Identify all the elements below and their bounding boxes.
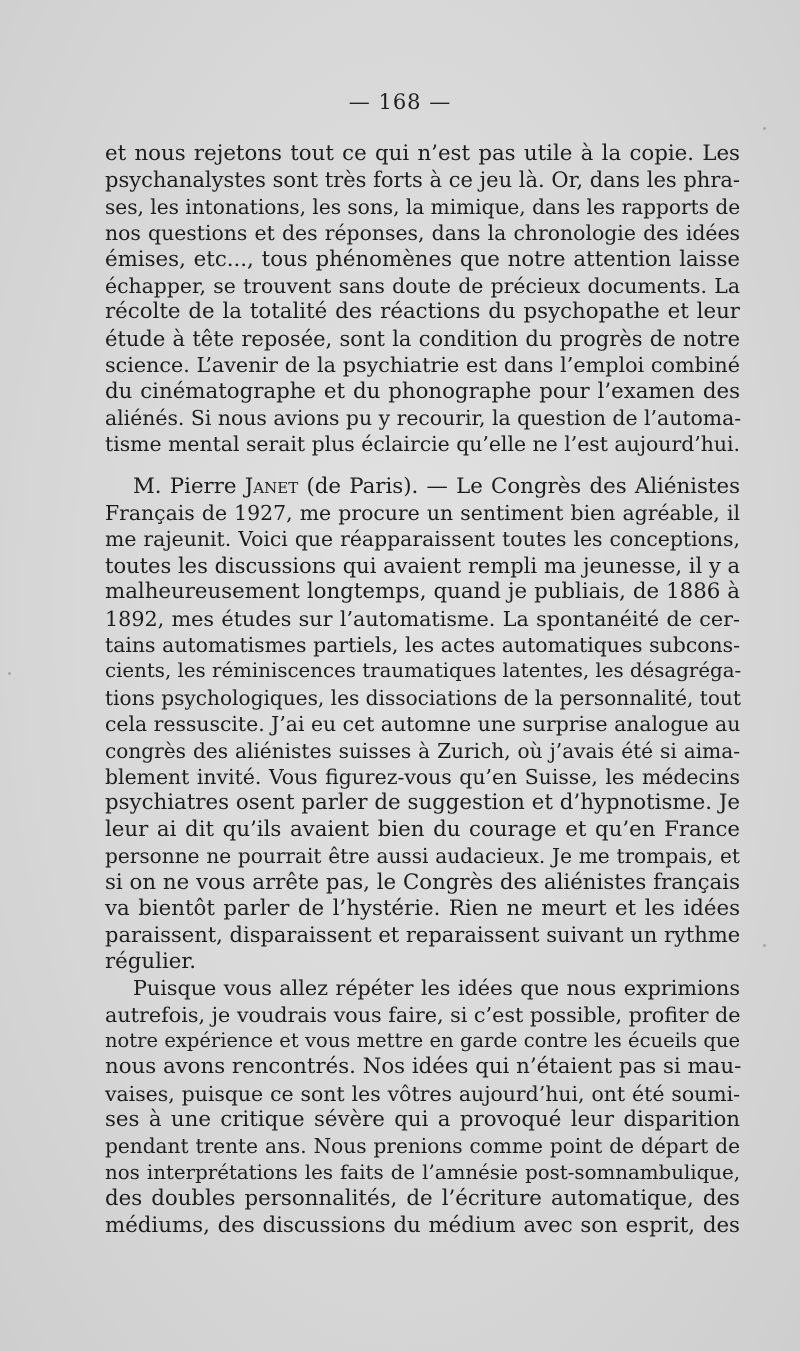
text-line: personne ne pourrait être aussi audacieux. Je me trompais, et (105, 844, 740, 869)
text-line: nous avons rencontrés. Nos idées qui n’étaient pas si mau- (105, 1054, 742, 1080)
paper-speck (763, 127, 766, 130)
text-line: si on ne vous arrête pas, le Congrès des aliénistes français (105, 869, 740, 895)
text-line: nos questions et des réponses, dans la chronologie des idées (105, 221, 740, 246)
text-line: médiums, des discussions du médium avec son esprit, des (105, 1212, 740, 1238)
text-line: notre expérience et vous mettre en garde contre les écueils que (105, 1028, 740, 1052)
text-line: autrefois, je voudrais vous faire, si c’est possible, profiter de (105, 1002, 741, 1027)
text-line: régulier. (105, 948, 196, 974)
text-line: tisme mental serait plus éclaircie qu’elle ne l’est aujourd’hui. (105, 432, 740, 457)
page-number: — 168 — (348, 90, 452, 114)
text-line: pendant trente ans. Nous prenions comme point de départ de (105, 1134, 740, 1159)
text-line: me rajeunit. Voici que réapparaissent toutes les conceptions, (105, 527, 740, 552)
text-line: émises, etc..., tous phénomènes que notre attention laisse (105, 246, 740, 272)
text-line: leur ai dit qu’ils avaient bien du courage et qu’en France (105, 816, 740, 842)
text-line: ses à une critique sévère qui a provoqué leur disparition (105, 1107, 740, 1133)
speaker-name: Janet (244, 473, 299, 499)
text-line: échapper, se trouvent sans doute de précieux documents. La (105, 273, 740, 298)
text-line: science. L’avenir de la psychiatrie est dans l’emploi combiné (105, 353, 740, 378)
text-line: cients, les réminiscences traumatiques latentes, les désagréga- (105, 659, 742, 683)
text-line: récolte de la totalité des réactions du psychopathe et leur (105, 299, 740, 325)
text-line: du cinématographe et du phonographe pour l’examen des (105, 378, 740, 404)
text-line: blement invité. Vous figurez-vous qu’en Suisse, les médecins (105, 764, 740, 789)
text-line: étude à tête reposée, sont la condition du progrès de notre (105, 326, 740, 351)
text-line: va bientôt parler de l’hystérie. Rien ne meurt et les idées (105, 895, 740, 921)
paragraph-1 (105, 141, 740, 458)
text-line: aliénés. Si nous avions pu y recourir, la question de l’automa- (105, 405, 742, 430)
text-line: vaises, puisque ce sont les vôtres aujourd’hui, ont été soumi- (105, 1081, 740, 1106)
text-line: malheureusement longtemps, quand je publiais, de 1886 à (105, 579, 740, 605)
page-body (105, 141, 740, 1239)
paragraph-2 (105, 474, 740, 975)
text-line: paraissent, disparaissent et reparaissent suivant un rythme (105, 923, 741, 948)
text-line: nos interprétations les faits de l’amnésie post-somnambulique, (105, 1160, 740, 1184)
paragraph-gap (105, 458, 740, 474)
text-line: tions psychologiques, les dissociations de la personnalité, tout (105, 685, 741, 710)
text-line: Français de 1927, me procure un sentiment bien agréable, il (105, 501, 740, 526)
text-line: tains automatismes partiels, les actes automatiques subcons- (105, 633, 740, 658)
paper-speck (763, 944, 766, 947)
text-line: Puisque vous allez répéter les idées que nous exprimions (133, 976, 740, 1001)
speaker-line (105, 474, 740, 500)
paper-speck (8, 672, 11, 675)
text-line: cela ressuscite. J’ai eu cet automne une surprise analogue au (105, 712, 741, 737)
text-line: et nous rejetons tout ce qui n’est pas utile à la copie. Les (105, 141, 740, 166)
speaker-rest: (de Paris). — Le Congrès des Aliénistes (298, 473, 741, 499)
text-line: toutes les discussions qui avaient rempli ma jeunesse, il y a (105, 553, 740, 578)
text-line: ses, les intonations, les sons, la mimique, dans les rapports de (105, 194, 741, 219)
speaker-prefix: M. Pierre (133, 473, 245, 499)
text-line: 1892, mes études sur l’automatisme. La spontanéité de cer- (105, 606, 740, 631)
paragraph-3 (105, 975, 740, 1239)
text-line: congrès des aliénistes suisses à Zurich, où j’avais été si aima- (105, 738, 740, 763)
text-line: psychanalystes sont très forts à ce jeu là. Or, dans les phra- (105, 168, 740, 193)
text-line: psychiatres osent parler de suggestion et d’hypnotisme. Je (105, 790, 740, 816)
text-line: des doubles personnalités, de l’écriture automatique, des (105, 1186, 740, 1212)
